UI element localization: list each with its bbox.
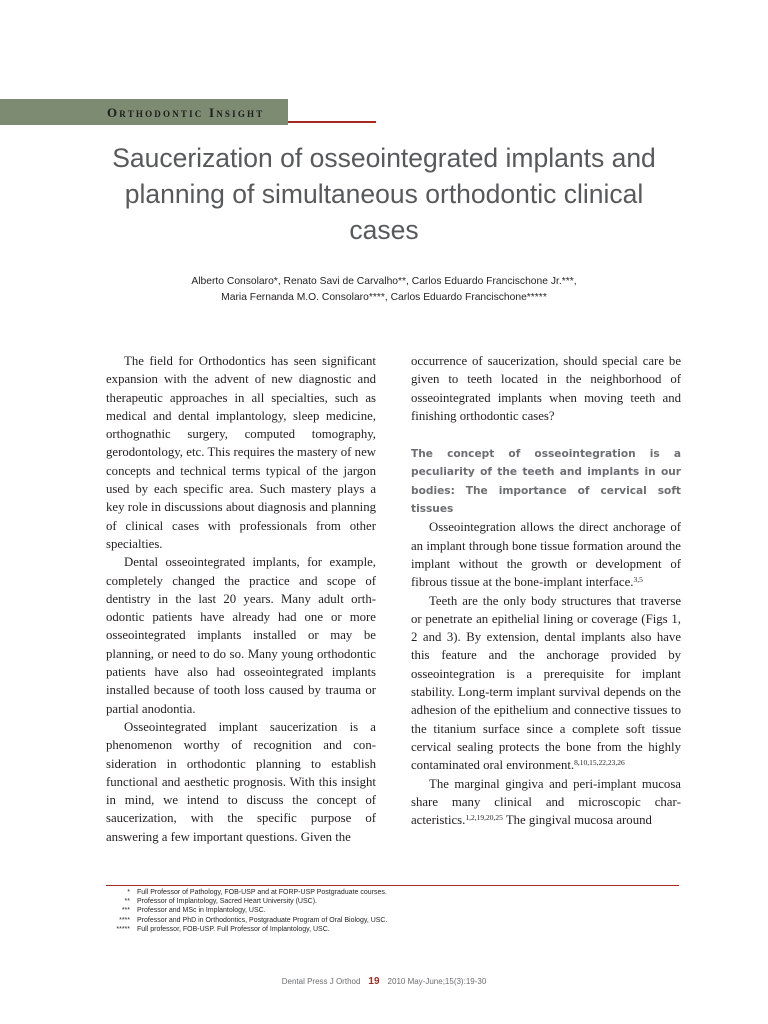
footnote-mark: **** [119, 916, 130, 924]
citation-info: 2010 May-June;15(3):19-30 [387, 977, 487, 986]
article-title: Saucerization of osseointegrated implants and planning of simultaneous orthodontic clinical cases [112, 143, 656, 245]
paragraph-4: occurrence of saucerization, should special care be given to teeth located in the neighborhood of osseointegrated implants when moving teeth and finishing orthodontic cases? [411, 354, 681, 423]
footnote-text: Full Professor of Pathology, FOB-USP and at FORP-USP Postgraduate courses. [137, 889, 387, 896]
footnote-mark: * [127, 889, 130, 896]
footnote-rule [106, 885, 679, 886]
footnote [106, 888, 666, 897]
paragraph-3: Osseointegrated implant saucerization is a phenomenon worthy of recognition and consideration in orthodontic planning to establish functional and aesthetic prognosis. With this insight in mind, we intend to discuss the concept of saucerization, with the specific purpose of answering a few important questions. Given the [106, 719, 376, 844]
journal-name: Dental Press J Orthod [281, 977, 361, 986]
citation-ref: 1,2,19,20,25 [465, 813, 503, 823]
section-subheading: The concept of osseointegration is a peculiarity of the teeth and implants in our bodies: The importance of cervical soft tissues [411, 448, 681, 516]
paragraph-7 [411, 775, 681, 830]
paragraph-7-text: The marginal gingiva and peri-implant mucosa share many clinical and microscopic characteristics. [411, 776, 681, 828]
footnote-mark: ***** [116, 925, 130, 933]
authors-line-2: Maria Fernanda M.O. Consolaro****, Carlos Eduardo Francischone***** [221, 292, 547, 303]
citation-ref: 3,5 [633, 575, 643, 585]
citation-ref: 8,10,15,22,23,26 [574, 758, 625, 768]
footnotes [106, 888, 666, 934]
paragraph-1: The field for Orthodontics has seen significant expansion with the advent of new diagnostic and therapeutic approaches in all specialties, such as medical and dental implantology, sleep medicine, orthognathic surgery, computed tomography, gerodontology, etc. This requires the mastery of new concepts and technical terms typical of the jargon used by each specific area. Such mastery plays a key role in discussions about diagnosis and planning of clinical cases with professionals from other specialties. [106, 354, 376, 551]
footnote-mark: *** [121, 907, 130, 915]
footnote [106, 897, 666, 906]
page-footer [0, 976, 768, 987]
footnote-text: Professor of Implantology, Sacred Heart University (USC). [137, 898, 317, 906]
paragraph-6 [411, 592, 681, 775]
footnote-text: Full professor, FOB-USP. Full Professor of Implantology, USC. [137, 925, 330, 933]
footnote [106, 925, 666, 934]
paragraph-2: Dental osseointegrated implants, for example, completely changed the practice and scope of dentistry in the last 20 years. Many adult orthodontic patients have already had one or more osseointegrated implants installed or may be planning, or need to do so. Many young orthodontic patients have also had osseointegrated implants installed because of tooth loss caused by trauma or partial anodontia. [106, 555, 376, 716]
footnote-mark: ** [124, 898, 130, 906]
paragraph-6-text: Teeth are the only body structures that traverse or penetrate an epithelial lining or coverage (Figs 1, 2 and 3). By extension, dental implants also have this feature and the anchorage provided by osseointegration is a prerequisite for implant stability. Long-term implant survival depends on the adhesion of the epithelium and connective tissues to the titanium surface since a complete soft tissue cervical sealing protects the bone from the highly contaminated oral environment. [411, 593, 681, 773]
left-column [106, 352, 376, 846]
page-number: 19 [368, 976, 380, 987]
footnote [106, 916, 666, 925]
paragraph-7-tail: The gingival mucosa around [502, 813, 652, 828]
footnote-text: Professor and PhD in Orthodontics, Postgraduate Program of Oral Biology, USC. [137, 916, 388, 924]
footnote-text: Professor and MSc in Implantology, USC. [137, 907, 266, 915]
footnote [106, 906, 666, 915]
paragraph-5 [411, 518, 681, 591]
section-label: Orthodontic Insight [107, 105, 265, 120]
author-list [80, 274, 688, 306]
authors-line-1: Alberto Consolaro*, Renato Savi de Carvalho**, Carlos Eduardo Francischone Jr.***, [191, 276, 577, 287]
section-rule [288, 121, 376, 123]
paragraph-5-text: Osseointegration allows the direct anchorage of an implant through bone tissue formation around the implant without the growth or development of fibrous tissue at the bone-implant interface. [411, 520, 681, 590]
right-column [411, 352, 681, 829]
